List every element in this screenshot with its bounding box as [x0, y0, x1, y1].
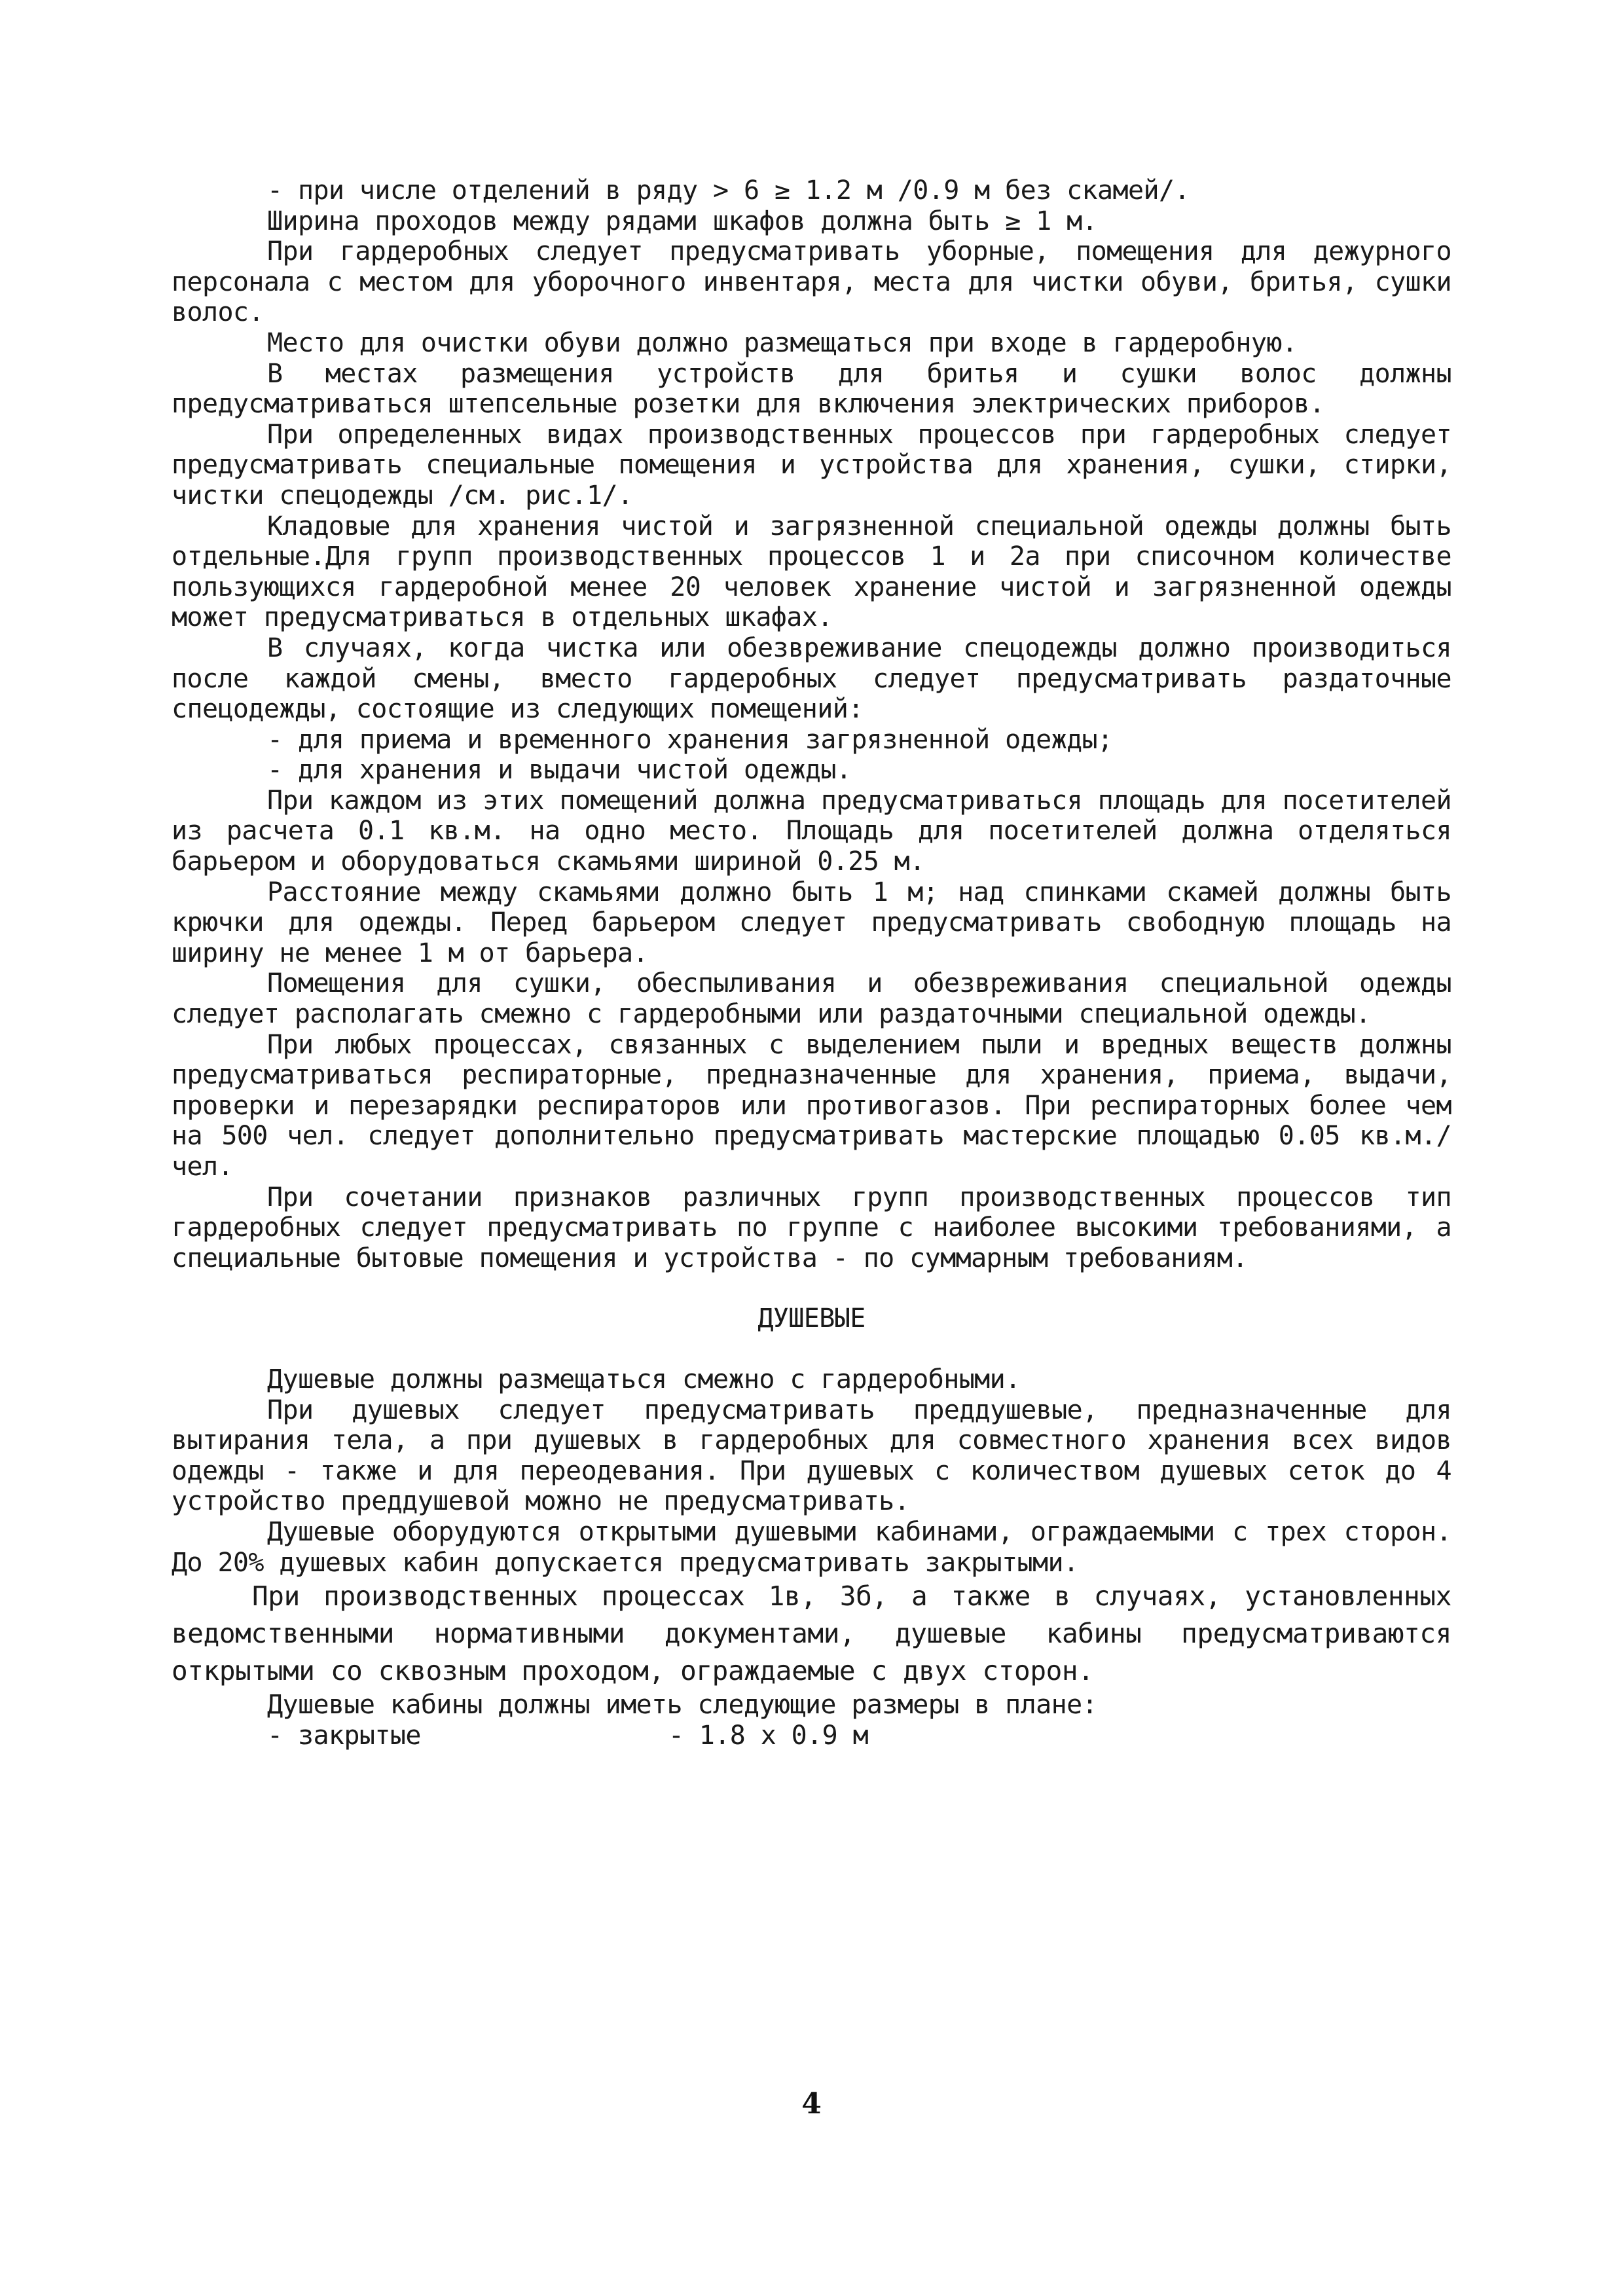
- document-page: [172, 175, 1451, 1751]
- paragraph: При каждом из этих помещений должна предусматриваться площадь для посетителей из расчета 0.1 кв.м. на одно место. Площадь для посетителей должна отделяться барьером и оборудоваться скамьями шириной 0.25 м.: [172, 785, 1451, 877]
- page-number: 4: [801, 2087, 822, 2121]
- spec-label: - закрытые: [267, 1720, 421, 1751]
- paragraph: Ширина проходов между рядами шкафов должна быть ≥ 1 м.: [267, 206, 1098, 236]
- paragraph: При душевых следует предусматривать преддушевые, предназначенные для вытирания тела, а при душевых в гардеробных для совместного хранения всех видов одежды - также и для переодевания. При душевых с количеством душевых сеток до 4 устройство преддушевой можно не предусматривать.: [172, 1394, 1451, 1517]
- paragraph: Душевые должны размещаться смежно с гардеробными.: [267, 1364, 1021, 1394]
- paragraph: При сочетании признаков различных групп производственных процессов тип гардеробных следует предусматривать по группе с наиболее высокими требованиями, а специальные бытовые помещения и устройства - по суммарным требованиям.: [172, 1182, 1451, 1273]
- spec-row-closed-cabins: [172, 1721, 1451, 1751]
- paragraph: Душевые кабины должны иметь следующие размеры в плане:: [267, 1690, 1098, 1721]
- paragraph: Место для очистки обуви должно размещаться при входе в гардеробную.: [267, 327, 1298, 358]
- list-item: - для хранения и выдачи чистой одежды.: [267, 755, 852, 786]
- paragraph: В случаях, когда чистка или обезвреживание спецодежды должно производиться после каждой смены, вместо гардеробных следует предусматривать раздаточные спецодежды, состоящие из следующих помещений:: [172, 632, 1451, 725]
- paragraph: Расстояние между скамьями должно быть 1 м; над спинками скамей должны быть крючки для одежды. Перед барьером следует предусматривать свободную площадь на ширину не менее 1 м от барьера.: [172, 877, 1451, 968]
- paragraph: При определенных видах производственных процессов при гардеробных следует предусматривать специальные помещения и устройства для хранения, сушки, стирки, чистки спецодежды /см. рис.1/.: [172, 419, 1451, 511]
- paragraph: При любых процессах, связанных с выделением пыли и вредных веществ должны предусматриваться респираторные, предназначенные для хранения, приема, выдачи, проверки и перезарядки респираторов или противогазов. При респираторных более чем на 500 чел. следует дополнительно предусматривать мастерские площадью 0.05 кв.м./чел.: [172, 1029, 1451, 1182]
- section-heading: ДУШЕВЫЕ: [757, 1303, 866, 1334]
- paragraph: При производственных процессах 1в, 3б, а также в случаях, установленных ведомственными нормативными документами, душевые кабины предусматриваются открытыми со сквозным проходом, ограждаемые с двух сторон.: [172, 1580, 1451, 1687]
- paragraph: Душевые оборудуются открытыми душевыми кабинами, ограждаемыми с трех сторон. До 20% душевых кабин допускается предусматривать закрытыми.: [172, 1516, 1451, 1578]
- text-block-bottom: [172, 1364, 1451, 1751]
- paragraph: Помещения для сушки, обеспыливания и обезвреживания специальной одежды следует располагать смежно с гардеробными или раздаточными специальной одежды.: [172, 968, 1451, 1030]
- paragraph: В местах размещения устройств для бритья и сушки волос должны предусматриваться штепсельные розетки для включения электрических приборов.: [172, 358, 1451, 420]
- spec-value: - 1.8 х 0.9 м: [668, 1720, 869, 1751]
- paragraph: При гардеробных следует предусматривать уборные, помещения для дежурного персонала с местом для уборочного инвентаря, места для чистки обуви, бритья, сушки волос.: [172, 236, 1451, 328]
- paragraph: - при числе отделений в ряду > 6 ≥ 1.2 м /0.9 м без скамей/.: [267, 175, 1190, 206]
- text-block-top: [172, 175, 1451, 1273]
- list-item: - для приема и временного хранения загрязненной одежды;: [267, 724, 1113, 755]
- paragraph: Кладовые для хранения чистой и загрязненной специальной одежды должны быть отдельные.Для групп производственных процессов 1 и 2а при списочном количестве пользующихся гардеробной менее 20 человек хранение чистой и загрязненной одежды может предусматриваться в отдельных шкафах.: [172, 511, 1451, 633]
